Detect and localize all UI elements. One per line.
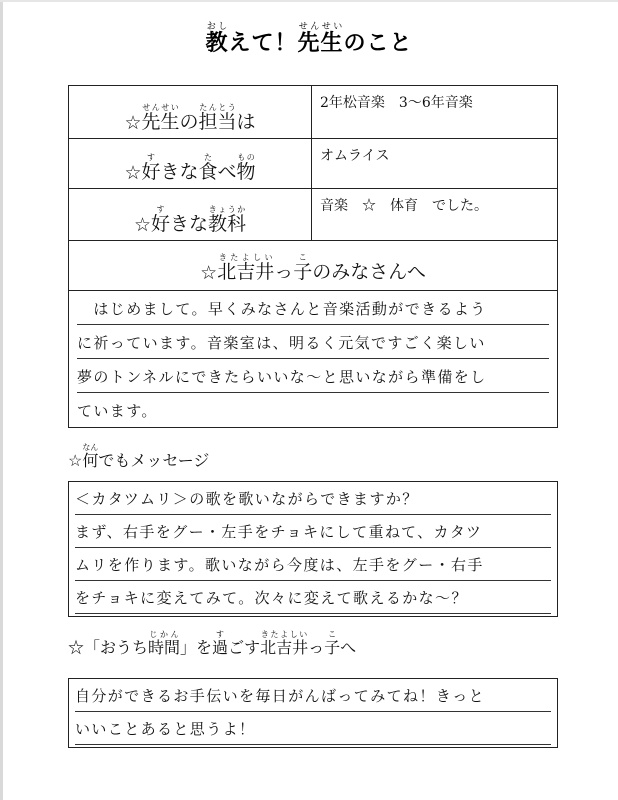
row-label-subject-fav: ☆ 好す きな 教科きょうか [69, 189, 312, 240]
page-title: 教おしえて！先生せんせいのこと [205, 22, 413, 56]
text-line: 自分ができるお手伝いを毎日がんばってみてね！きっと [75, 679, 551, 712]
text-line: いいことあると思うよ！ [75, 712, 551, 745]
text-line: ＜カタツムリ＞の歌を歌いながらできますか？ [75, 482, 551, 515]
page-edge [0, 0, 3, 800]
greeting-heading: ☆ 北吉井きたよしい っ 子こ のみなさんへ [69, 241, 557, 291]
message-heading: ☆何なんでもメッセージ [68, 443, 210, 470]
message-box [68, 481, 558, 617]
table-row [69, 139, 557, 189]
home-box [68, 678, 558, 748]
table-row [69, 189, 557, 241]
text-line: をチョキに変えてみて。次々に変えて歌えるかな〜？ [75, 581, 551, 614]
text-line: に祈っています。音楽室は、明るく元気ですごく楽しい [77, 325, 549, 359]
row-label-subject: ☆ 先生せんせい の 担当たんとう は [69, 86, 312, 138]
text-line: 夢のトンネルにできたらいいな〜と思いながら準備をし [77, 359, 549, 393]
text-line: まず、右手をグー・左手をチョキにして重ねて、カタツ [75, 515, 551, 548]
home-heading: ☆「おうち時間じかん」を過すごす北吉井きたよしいっ子こへ [68, 630, 357, 657]
table-row [69, 86, 557, 139]
row-value-subject-fav: 音楽 ☆ 体育 でした。 [320, 198, 488, 214]
text-line: ムリを作ります。歌いながら今度は、左手をグー・右手 [75, 548, 551, 581]
title-block [0, 22, 618, 57]
text-line: はじめまして。早くみなさんと音楽活動ができるよう [77, 291, 549, 325]
profile-table [68, 85, 558, 428]
text-line: ています。 [77, 402, 158, 420]
greeting-text [69, 291, 557, 427]
row-label-food: ☆ 好す きな 食た べ 物もの [69, 139, 312, 188]
page-edge-top [0, 0, 618, 2]
row-value-subject: 2年松音楽 3〜6年音楽 [320, 95, 473, 111]
row-value-food: オムライス [320, 148, 390, 164]
